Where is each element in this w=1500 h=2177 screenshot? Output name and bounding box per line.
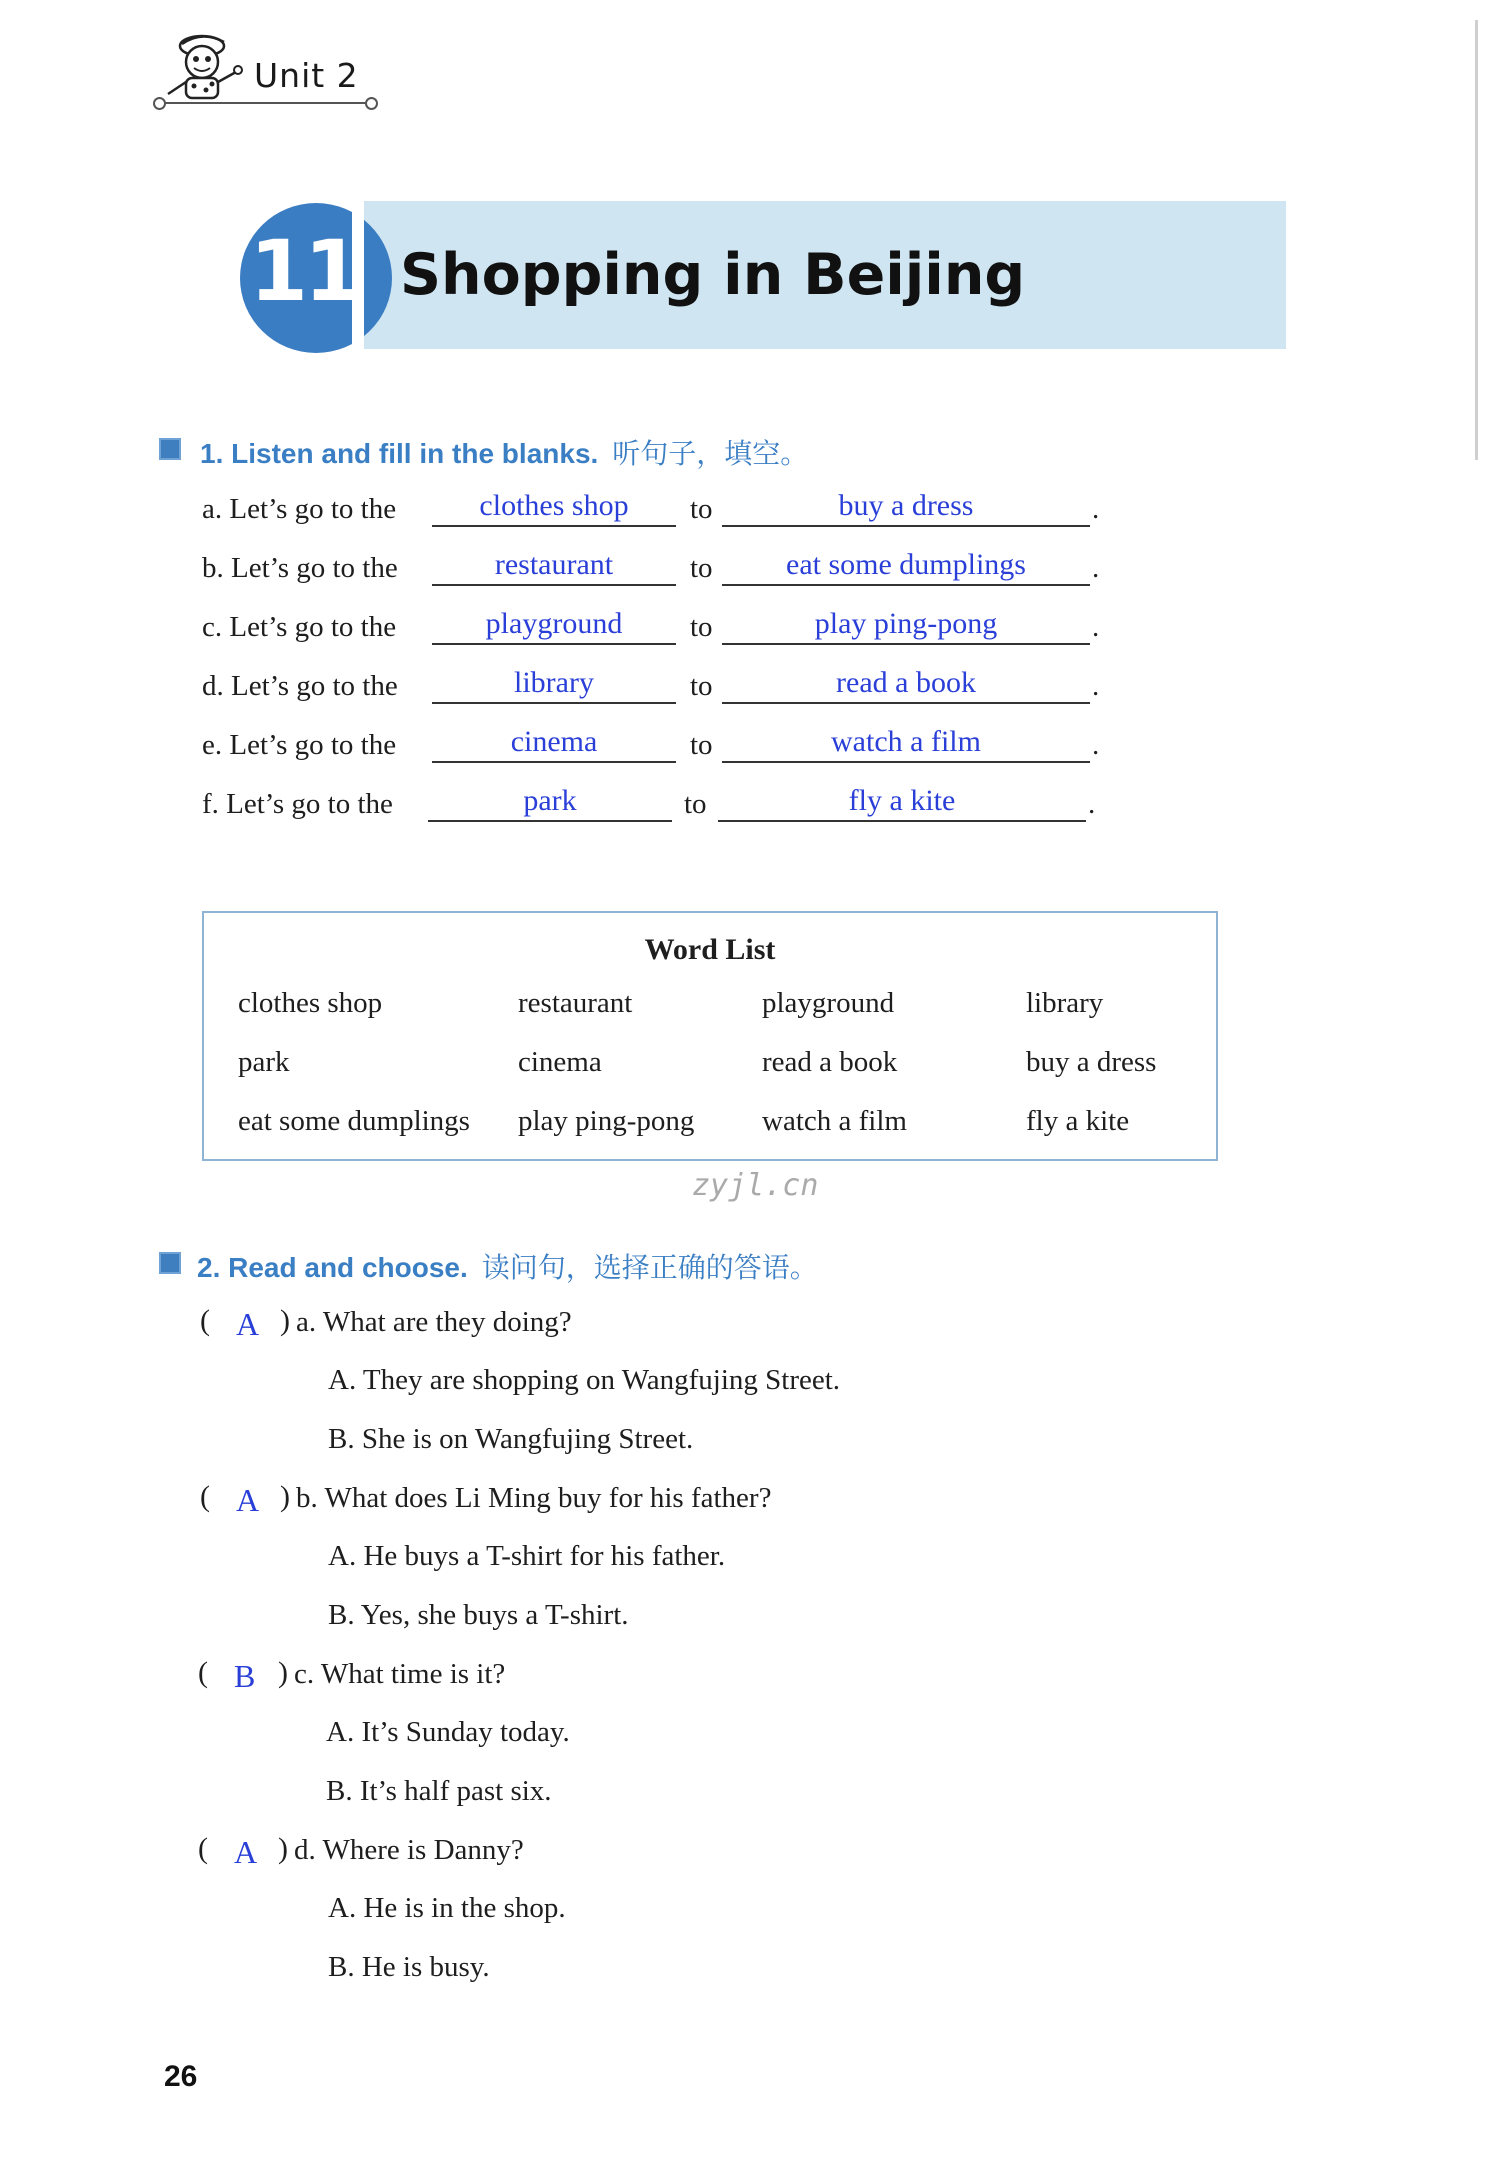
section-1-square-icon bbox=[159, 438, 181, 460]
place-blank[interactable] bbox=[432, 489, 676, 527]
word-list-box bbox=[202, 911, 1218, 1161]
place-blank[interactable] bbox=[432, 666, 676, 704]
question-d bbox=[198, 1832, 1098, 2002]
row-to: to bbox=[690, 611, 713, 643]
word-item: read a book bbox=[762, 1046, 898, 1078]
place-answer: clothes shop bbox=[479, 489, 629, 522]
close-paren: ) bbox=[278, 1656, 288, 1689]
section-2-title: 2. Read and choose. bbox=[197, 1252, 468, 1283]
option-b: B. She is on Wangfujing Street. bbox=[328, 1423, 694, 1455]
section-2-heading bbox=[197, 1246, 818, 1286]
row-to: to bbox=[690, 729, 713, 761]
row-lead: a. Let’s go to the bbox=[202, 493, 397, 525]
activity-answer: play ping-pong bbox=[814, 607, 998, 640]
activity-answer: watch a film bbox=[831, 725, 981, 758]
row-lead: c. Let’s go to the bbox=[202, 611, 397, 643]
question-b bbox=[200, 1480, 1100, 1650]
row-period: . bbox=[1092, 729, 1100, 761]
fill-row-a bbox=[202, 489, 1102, 533]
word-item: playground bbox=[762, 987, 895, 1019]
row-period: . bbox=[1088, 788, 1096, 820]
activity-blank[interactable] bbox=[722, 548, 1090, 586]
header-rule bbox=[158, 102, 370, 104]
open-paren: ( bbox=[200, 1480, 210, 1513]
option-b: B. Yes, she buys a T-shirt. bbox=[328, 1599, 629, 1631]
section-2-square-icon bbox=[159, 1252, 181, 1274]
choice-answer[interactable]: A bbox=[236, 1306, 260, 1342]
activity-blank[interactable] bbox=[722, 666, 1090, 704]
row-period: . bbox=[1092, 670, 1100, 702]
row-period: . bbox=[1092, 552, 1100, 584]
word-list-title: Word List bbox=[644, 933, 776, 966]
word-item: play ping-pong bbox=[518, 1105, 695, 1137]
mascot-icon bbox=[156, 24, 248, 106]
scan-edge-line bbox=[1475, 20, 1478, 460]
fill-row-f bbox=[202, 784, 1102, 828]
choice-answer[interactable]: A bbox=[236, 1482, 260, 1518]
choice-answer[interactable]: B bbox=[234, 1658, 256, 1694]
option-a: A. He buys a T-shirt for his father. bbox=[328, 1540, 726, 1572]
word-item: eat some dumplings bbox=[238, 1105, 470, 1137]
word-item: fly a kite bbox=[1026, 1105, 1130, 1137]
rule-dot-right bbox=[365, 97, 378, 110]
row-period: . bbox=[1092, 493, 1100, 525]
activity-blank[interactable] bbox=[722, 489, 1090, 527]
open-paren: ( bbox=[198, 1832, 208, 1865]
close-paren: ) bbox=[278, 1832, 288, 1865]
section-1-heading bbox=[200, 432, 808, 472]
row-to: to bbox=[690, 670, 713, 702]
place-answer: cinema bbox=[510, 725, 598, 758]
rule-dot-left bbox=[153, 97, 166, 110]
place-blank[interactable] bbox=[432, 607, 676, 645]
fill-row-e bbox=[202, 725, 1102, 769]
row-lead: e. Let’s go to the bbox=[202, 729, 397, 761]
row-to: to bbox=[690, 493, 713, 525]
fill-row-c bbox=[202, 607, 1102, 651]
section-1-title-cn: 听句子，填空。 bbox=[612, 437, 809, 470]
watermark: zyjl.cn bbox=[692, 1168, 819, 1203]
activity-blank[interactable] bbox=[722, 607, 1090, 645]
option-a: A. They are shopping on Wangfujing Street. bbox=[328, 1364, 841, 1396]
question-text: a. What are they doing? bbox=[296, 1306, 572, 1338]
word-item: clothes shop bbox=[238, 987, 383, 1019]
row-to: to bbox=[690, 552, 713, 584]
word-item: cinema bbox=[518, 1046, 602, 1078]
lesson-number: 11 bbox=[249, 222, 359, 320]
word-item: buy a dress bbox=[1026, 1046, 1157, 1078]
section-2-title-cn: 读问句，选择正确的答语。 bbox=[481, 1251, 818, 1284]
row-period: . bbox=[1092, 611, 1100, 643]
place-answer: library bbox=[514, 666, 594, 699]
place-answer: park bbox=[523, 784, 577, 817]
question-a bbox=[200, 1304, 1100, 1474]
row-lead: b. Let’s go to the bbox=[202, 552, 398, 584]
activity-answer: read a book bbox=[836, 666, 976, 699]
word-item: restaurant bbox=[518, 987, 633, 1019]
fill-row-b bbox=[202, 548, 1102, 592]
activity-answer: fly a kite bbox=[848, 784, 956, 817]
word-item: library bbox=[1026, 987, 1104, 1019]
place-answer: playground bbox=[485, 607, 623, 640]
lesson-title: Shopping in Beijing bbox=[400, 242, 1026, 308]
question-text: b. What does Li Ming buy for his father? bbox=[296, 1482, 772, 1514]
activity-answer: eat some dumplings bbox=[786, 548, 1026, 581]
question-c bbox=[198, 1656, 1098, 1826]
unit-title: Unit 2 bbox=[254, 56, 359, 95]
option-a: A. It’s Sunday today. bbox=[326, 1716, 570, 1748]
question-text: c. What time is it? bbox=[294, 1658, 506, 1690]
place-blank[interactable] bbox=[428, 784, 672, 822]
section-1-title: 1. Listen and fill in the blanks. bbox=[200, 438, 599, 469]
activity-blank[interactable] bbox=[718, 784, 1086, 822]
row-lead: f. Let’s go to the bbox=[202, 788, 393, 820]
open-paren: ( bbox=[198, 1656, 208, 1689]
option-b: B. It’s half past six. bbox=[326, 1775, 552, 1807]
place-answer: restaurant bbox=[494, 548, 614, 581]
word-item: watch a film bbox=[762, 1105, 907, 1137]
row-to: to bbox=[684, 788, 707, 820]
option-b: B. He is busy. bbox=[328, 1951, 490, 1983]
page-number: 26 bbox=[164, 2060, 198, 2093]
question-text: d. Where is Danny? bbox=[294, 1834, 524, 1866]
close-paren: ) bbox=[280, 1480, 290, 1513]
place-blank[interactable] bbox=[432, 548, 676, 586]
place-blank[interactable] bbox=[432, 725, 676, 763]
activity-answer: buy a dress bbox=[838, 489, 974, 522]
choice-answer[interactable]: A bbox=[234, 1834, 258, 1870]
word-item: park bbox=[238, 1046, 290, 1078]
fill-row-d bbox=[202, 666, 1102, 710]
row-lead: d. Let’s go to the bbox=[202, 670, 398, 702]
option-a: A. He is in the shop. bbox=[328, 1892, 566, 1924]
activity-blank[interactable] bbox=[722, 725, 1090, 763]
open-paren: ( bbox=[200, 1304, 210, 1337]
close-paren: ) bbox=[280, 1304, 290, 1337]
